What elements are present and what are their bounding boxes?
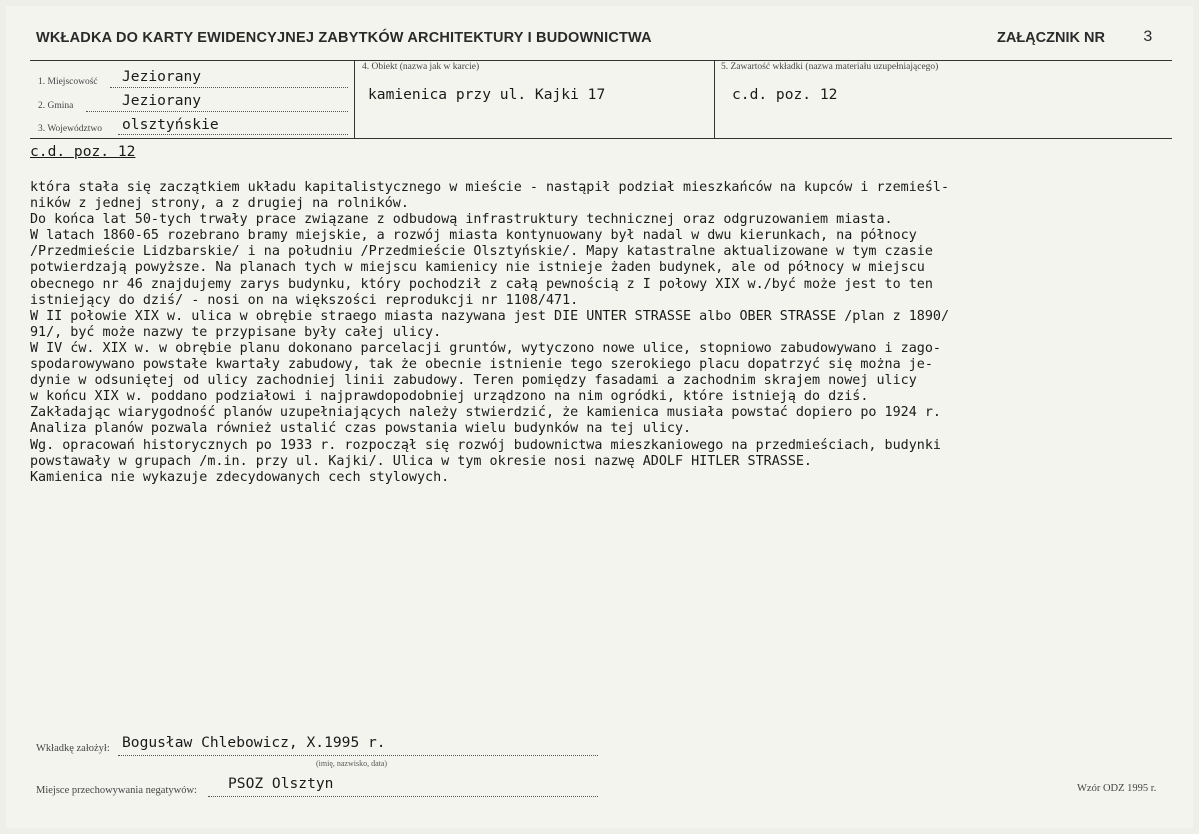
body-line: istniejący do dziś/ - nosi on na większości reprodukcji nr 1108/471. [30,292,579,308]
author-label: Wkładkę założył: [36,743,110,754]
body-line: W II połowie XIX w. ulica w obrębie straego miasta nazywana jest DIE UNTER STRASSE albo OBER STRASSE /plan z 1890/ [30,308,950,324]
body-text [30,180,1170,486]
grid-divider-right [714,60,715,138]
voivodeship-value: olsztyńskie [122,116,219,133]
author-note: (imię, nazwisko, data) [316,759,388,768]
body-line: obecnego nr 46 znajdujemy zarys budynku, który pochodził z całą pewnością z I połowy XIX w./być może jest to ten [30,276,933,292]
body-line: ników z jednej strony, a z drugiej na rolników. [30,196,409,212]
body-line: Do końca lat 50-tych trwały prace związane z odbudową infrastruktury technicznej oraz odgruzowaniem miasta. [30,212,893,228]
body-line: dynie w odsuniętej od ulicy zachodniej linii zabudowy. Teren pomiędzy fasadami a zachodnim skrajem nowej ulicy [30,373,917,389]
commune-dotline [86,111,348,112]
author-dotline [118,755,598,756]
annex-number: 3 [1143,28,1153,46]
form-code: Wzór ODZ 1995 r. [1077,783,1157,794]
body-line: W latach 1860-65 rozebrano bramy miejskie, a rozwój miasta kontynuowany był nadal w dwu kierunkach, na północy [30,228,917,244]
locality-dotline [110,87,348,88]
section-heading: c.d. poz. 12 [30,143,136,160]
object-label: 4. Obiekt (nazwa jak w karcie) [362,62,480,72]
storage-dotline [208,796,598,797]
voivodeship-label: 3. Województwo [38,124,102,134]
author-value: Bogusław Chlebowicz, X.1995 r. [122,734,386,751]
contents-label: 5. Zawartość wkładki (nazwa materiału uzupełniającego) [721,62,939,72]
body-line: Kamienica nie wykazuje zdecydowanych cech stylowych. [30,469,450,485]
grid-divider-left [354,60,355,138]
body-line: powstawały w grupach /m.in. przy ul. Kajki/. Ulica w tym okresie nosi nazwę ADOLF HITLER STRASSE. [30,453,812,469]
body-line: potwierdzają powyższe. Na planach tych w miejscu kamienicy nie istnieje żaden budynek, ale od północy w miejscu [30,260,925,276]
body-line: Analiza planów pozwala również ustalić czas powstania wielu budynków na tej ulicy. [30,421,692,437]
body-line: Zakładając wiarygodność planów uzupełniających należy stwierdzić, że kamienica musiała powstać dopiero po 1924 r. [30,405,941,421]
body-line: w końcu XIX w. poddano podziałowi i najprawdopodobniej urządzono na nim ogródki, które istnieją do dziś. [30,389,869,405]
locality-value: Jeziorany [122,68,202,85]
body-line: która stała się zaczątkiem układu kapitalistycznego w mieście - nastąpił podział mieszkańców na kupców i rzemieśl- [30,180,950,195]
storage-value: PSOZ Olsztyn [228,775,334,792]
grid-bottom-line [30,138,1172,139]
body-line: Wg. opracowań historycznych po 1933 r. rozpoczął się rozwój budownictwa mieszkaniowego na przedmieściach, budynki [30,437,941,453]
commune-value: Jeziorany [122,92,202,109]
annex-label: ZAŁĄCZNIK NR [997,30,1105,46]
body-line: 91/, być może nazwy te przypisane były całej ulicy. [30,324,442,340]
commune-label: 2. Gmina [38,101,74,111]
form-title: WKŁADKA DO KARTY EWIDENCYJNEJ ZABYTKÓW ARCHITEKTURY I BUDOWNICTWA [36,30,652,46]
storage-label: Miejsce przechowywania negatywów: [36,785,197,796]
body-line: /Przedmieście Lidzbarskie/ i na południu /Przedmieście Olsztyńskie/. Mapy katastralne aktualizowane w tym czasie [30,244,933,260]
contents-value: c.d. poz. 12 [732,86,838,103]
body-line: spodarowywano powstałe kwartały zabudowy, tak że obecnie istnienie tego szerokiego placu dopatrzyć się można je- [30,357,933,373]
body-line: W IV ćw. XIX w. w obrębie planu dokonano parcelacji gruntów, wytyczono nowe ulice, stopniowo zabudowywano i zago- [30,340,941,356]
voivodeship-dotline [118,134,348,135]
grid-top-line [30,60,1172,61]
object-value: kamienica przy ul. Kajki 17 [368,86,606,103]
locality-label: 1. Miejscowość [38,77,98,87]
